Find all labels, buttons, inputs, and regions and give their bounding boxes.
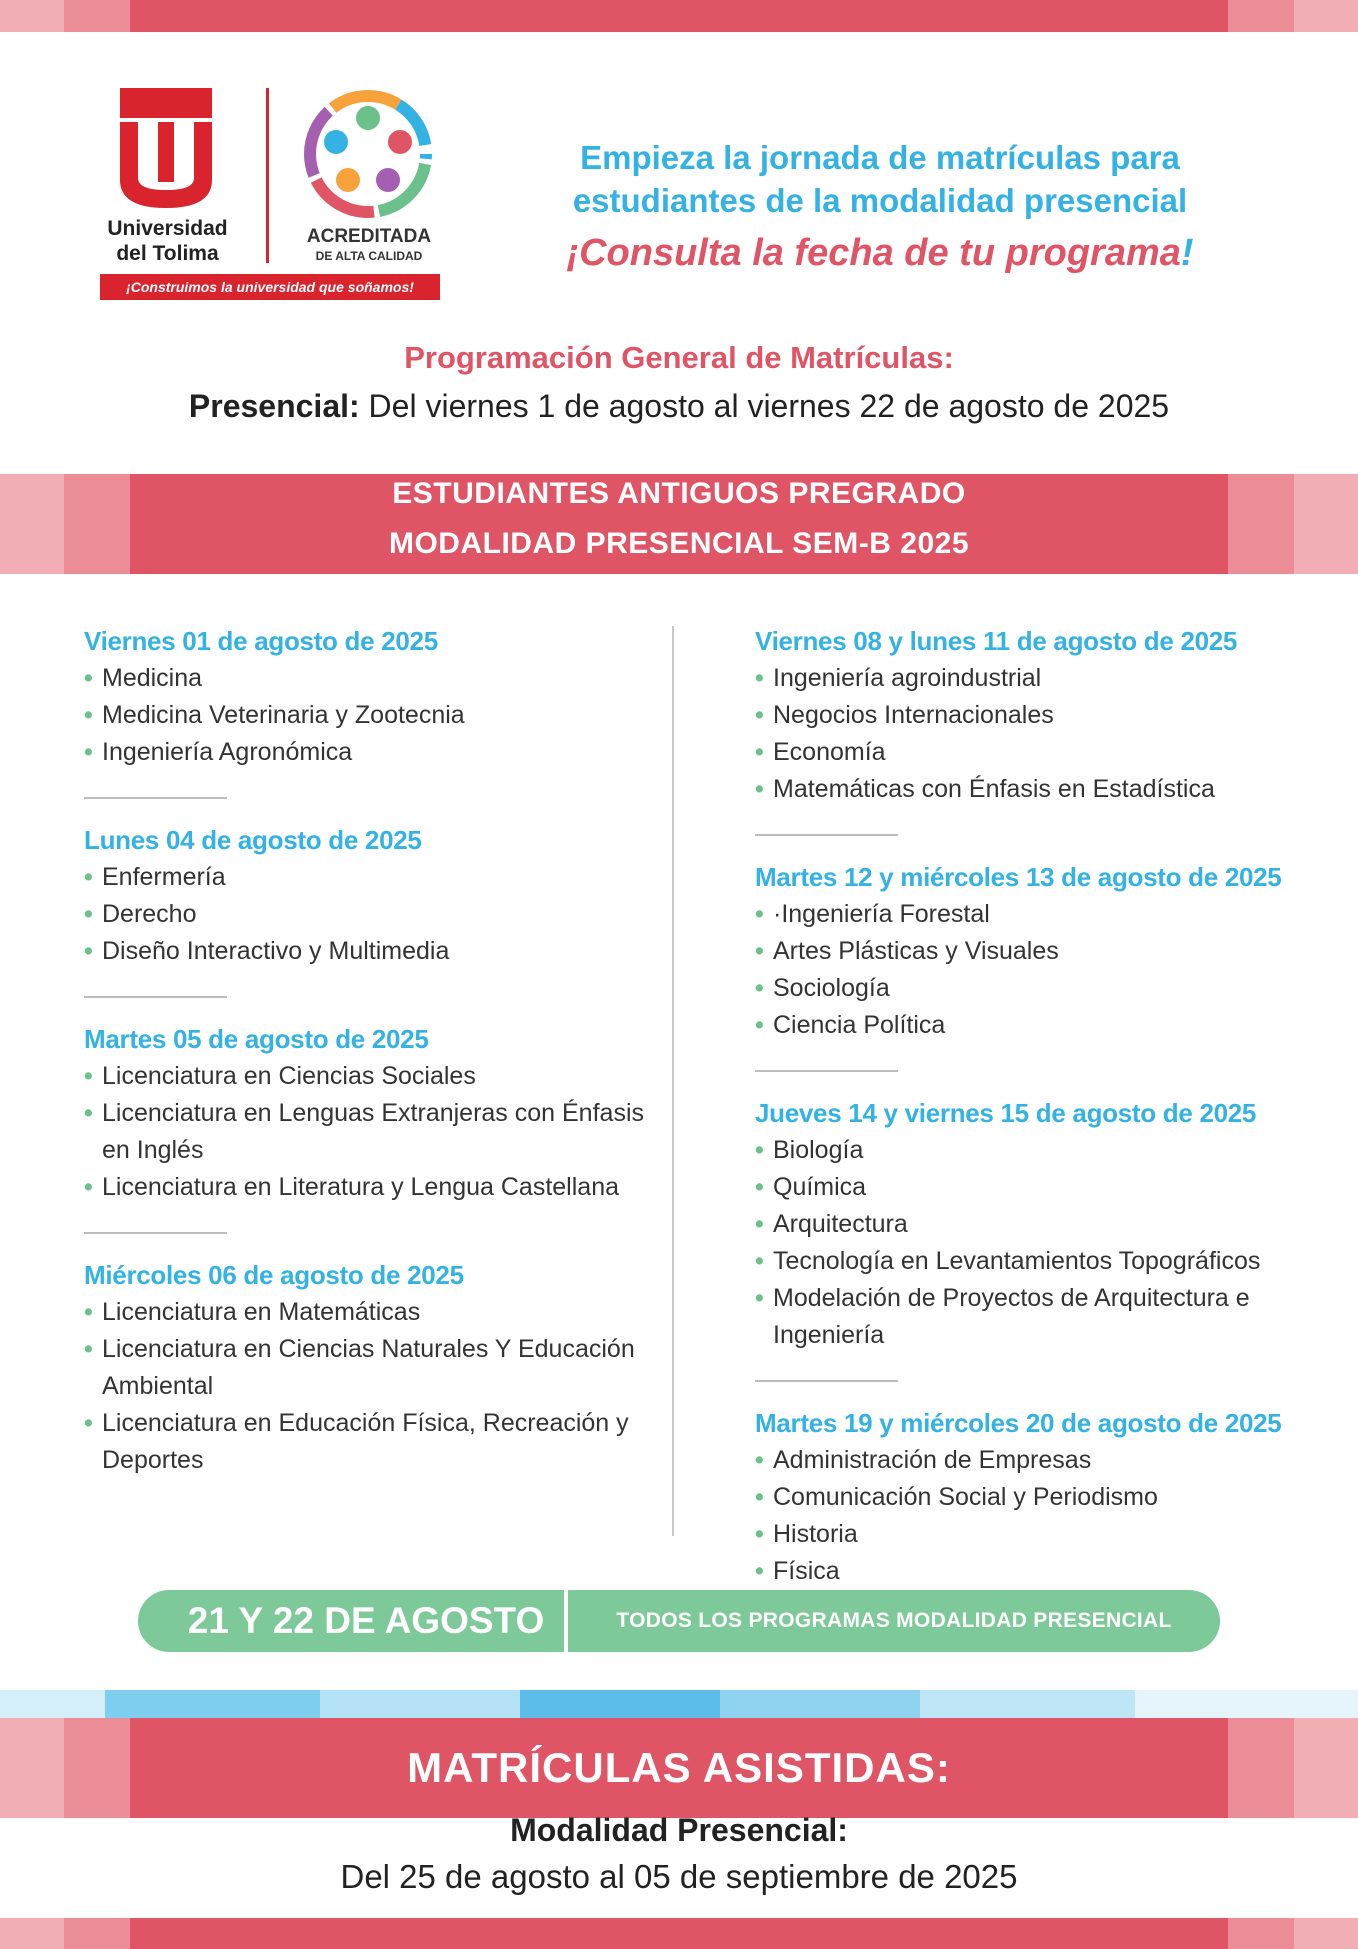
modalidad-title: Modalidad Presencial: xyxy=(510,1812,848,1848)
program-name: Licenciatura en Ciencias Naturales Y Educación Ambiental xyxy=(102,1335,635,1400)
program-item xyxy=(755,1553,1315,1590)
program-item xyxy=(755,1280,1315,1354)
program-item xyxy=(84,859,664,896)
program-item xyxy=(755,771,1315,808)
program-item xyxy=(84,697,664,734)
program-item xyxy=(755,1516,1315,1553)
group-separator xyxy=(84,996,227,998)
program-name: Física xyxy=(773,1557,840,1585)
bullet-icon: • xyxy=(755,900,764,928)
program-name: Derecho xyxy=(102,900,197,928)
bullet-icon: • xyxy=(84,1173,93,1201)
program-item xyxy=(84,933,664,970)
program-name: ·Ingeniería Forestal xyxy=(773,900,990,928)
group-separator xyxy=(84,797,227,799)
schedule-date: Lunes 04 de agosto de 2025 xyxy=(84,825,422,855)
program-name: Matemáticas con Énfasis en Estadística xyxy=(773,775,1215,803)
schedule-date: Jueves 14 y viernes 15 de agosto de 2025 xyxy=(755,1098,1257,1128)
university-name: Universidad del Tolima xyxy=(107,217,228,265)
program-item xyxy=(755,1243,1315,1280)
accreditation-logo-icon xyxy=(300,86,436,222)
group-separator xyxy=(755,1380,898,1382)
headline-line-1: Empieza la jornada de matrículas para xyxy=(580,139,1180,176)
group-separator xyxy=(755,834,898,836)
program-name: Enfermería xyxy=(102,863,226,891)
banner-line-1: ESTUDIANTES ANTIGUOS PREGRADO xyxy=(392,477,966,510)
asistidas-banner xyxy=(0,1718,1358,1818)
bullet-icon: • xyxy=(84,937,93,965)
program-name: Biología xyxy=(773,1136,864,1164)
bottom-stripe xyxy=(0,1918,1358,1949)
program-item xyxy=(755,1479,1315,1516)
program-item xyxy=(84,1405,664,1479)
bullet-icon: • xyxy=(755,1173,764,1201)
bullet-icon: • xyxy=(755,701,764,729)
schedule-date: Viernes 01 de agosto de 2025 xyxy=(84,626,438,656)
bullet-icon: • xyxy=(755,1210,764,1238)
program-item xyxy=(84,1095,664,1169)
program-name: Licenciatura en Educación Física, Recreación y Deportes xyxy=(102,1409,629,1474)
program-name: Medicina xyxy=(102,664,203,692)
schedule-date: Martes 12 y miércoles 13 de agosto de 2025 xyxy=(755,862,1282,892)
program-name: Química xyxy=(773,1173,867,1201)
bullet-icon: • xyxy=(755,775,764,803)
bullet-icon: • xyxy=(755,1247,764,1275)
program-list xyxy=(84,1294,664,1479)
program-item xyxy=(755,1007,1315,1044)
bullet-icon: • xyxy=(755,1136,764,1164)
program-list xyxy=(755,1442,1315,1590)
group-separator xyxy=(755,1070,898,1072)
program-name: Diseño Interactivo y Multimedia xyxy=(102,937,450,965)
asistidas-title: MATRÍCULAS ASISTIDAS: xyxy=(130,1718,1228,1818)
schedule-left-column xyxy=(84,622,664,1479)
bullet-icon: • xyxy=(84,863,93,891)
bullet-icon: • xyxy=(755,937,764,965)
schedule-date: Viernes 08 y lunes 11 de agosto de 2025 xyxy=(755,626,1238,656)
program-name: Ingeniería agroindustrial xyxy=(773,664,1042,692)
bullet-icon: • xyxy=(84,1298,93,1326)
program-name: Licenciatura en Ciencias Sociales xyxy=(102,1062,476,1090)
group-separator xyxy=(84,1232,227,1234)
top-stripe xyxy=(0,0,1358,32)
schedule-date: Martes 05 de agosto de 2025 xyxy=(84,1024,429,1054)
all-programs-dates: 21 Y 22 DE AGOSTO xyxy=(187,1600,545,1641)
program-item xyxy=(755,1206,1315,1243)
schedule-date: Martes 19 y miércoles 20 de agosto de 2025 xyxy=(755,1408,1282,1438)
bullet-icon: • xyxy=(84,664,93,692)
program-item xyxy=(755,660,1315,697)
program-item xyxy=(755,1132,1315,1169)
schedule-date: Miércoles 06 de agosto de 2025 xyxy=(84,1260,464,1290)
program-name: Arquitectura xyxy=(773,1210,908,1238)
bullet-icon: • xyxy=(84,1409,93,1437)
program-item xyxy=(755,896,1315,933)
ut-logo-icon xyxy=(120,88,212,208)
program-name: Licenciatura en Literatura y Lengua Castellana xyxy=(102,1173,620,1201)
bullet-icon: • xyxy=(84,1335,93,1363)
column-divider xyxy=(672,626,674,1536)
bullet-icon: • xyxy=(755,1011,764,1039)
bullet-icon: • xyxy=(755,664,764,692)
bullet-icon: • xyxy=(755,1284,764,1312)
program-name: Historia xyxy=(773,1520,858,1548)
students-banner xyxy=(0,474,1358,574)
bullet-icon: • xyxy=(755,974,764,1002)
blue-stripe xyxy=(0,1690,1358,1718)
program-item xyxy=(755,734,1315,771)
program-list xyxy=(755,896,1315,1044)
program-name: Sociología xyxy=(773,974,890,1002)
programacion-title: Programación General de Matrículas: xyxy=(404,340,954,375)
bullet-icon: • xyxy=(755,1557,764,1585)
program-item xyxy=(755,697,1315,734)
program-item xyxy=(755,970,1315,1007)
program-item xyxy=(755,1169,1315,1206)
program-name: Licenciatura en Matemáticas xyxy=(102,1298,421,1326)
schedule-right-column xyxy=(755,622,1315,1590)
program-item xyxy=(755,1442,1315,1479)
program-list xyxy=(84,660,664,771)
bullet-icon: • xyxy=(84,1099,93,1127)
program-item xyxy=(84,1331,664,1405)
program-item xyxy=(84,734,664,771)
program-list xyxy=(755,1132,1315,1354)
program-name: Ingeniería Agronómica xyxy=(102,738,353,766)
program-name: Tecnología en Levantamientos Topográficos xyxy=(773,1247,1261,1275)
program-name: Artes Plásticas y Visuales xyxy=(773,937,1059,965)
headline-line-2: estudiantes de la modalidad presencial xyxy=(572,182,1188,219)
bullet-icon: • xyxy=(84,738,93,766)
bullet-icon: • xyxy=(755,1446,764,1474)
program-item xyxy=(84,1294,664,1331)
program-name: Modelación de Proyectos de Arquitectura e Ingeniería xyxy=(773,1284,1250,1349)
program-name: Negocios Internacionales xyxy=(773,701,1054,729)
program-item xyxy=(84,1169,664,1206)
bullet-icon: • xyxy=(84,900,93,928)
banner-line-2: MODALIDAD PRESENCIAL SEM-B 2025 xyxy=(388,527,970,560)
program-list xyxy=(84,1058,664,1206)
program-name: Economía xyxy=(773,738,886,766)
accreditation-text: ACREDITADA DE ALTA CALIDAD xyxy=(306,226,432,263)
program-item xyxy=(84,1058,664,1095)
program-item xyxy=(84,896,664,933)
all-programs-label: TODOS LOS PROGRAMAS MODALIDAD PRESENCIAL xyxy=(616,1609,1172,1632)
program-list xyxy=(84,859,664,970)
slogan: ¡Construimos la universidad que soñamos! xyxy=(100,274,440,300)
program-list xyxy=(755,660,1315,808)
program-name: Administración de Empresas xyxy=(773,1446,1092,1474)
bullet-icon: • xyxy=(755,1483,764,1511)
logo-divider xyxy=(266,88,269,263)
program-name: Licenciatura en Lenguas Extranjeras con Énfasis en Inglés xyxy=(102,1099,644,1164)
logo-block xyxy=(100,86,442,302)
asistidas-dates: Del 25 de agosto al 05 de septiembre de 2025 xyxy=(340,1858,1018,1895)
headline xyxy=(500,136,1260,280)
program-item xyxy=(755,933,1315,970)
bullet-icon: • xyxy=(84,1062,93,1090)
bullet-icon: • xyxy=(755,738,764,766)
program-item xyxy=(84,660,664,697)
program-name: Comunicación Social y Periodismo xyxy=(773,1483,1158,1511)
consulta-text: ¡Consulta la fecha de tu programa! xyxy=(566,232,1194,274)
program-name: Ciencia Política xyxy=(773,1011,946,1039)
all-programs-pill xyxy=(138,1590,1220,1652)
bullet-icon: • xyxy=(84,701,93,729)
program-name: Medicina Veterinaria y Zootecnia xyxy=(102,701,465,729)
bullet-icon: • xyxy=(755,1520,764,1548)
programacion-dates: Presencial: Del viernes 1 de agosto al viernes 22 de agosto de 2025 xyxy=(188,388,1170,424)
